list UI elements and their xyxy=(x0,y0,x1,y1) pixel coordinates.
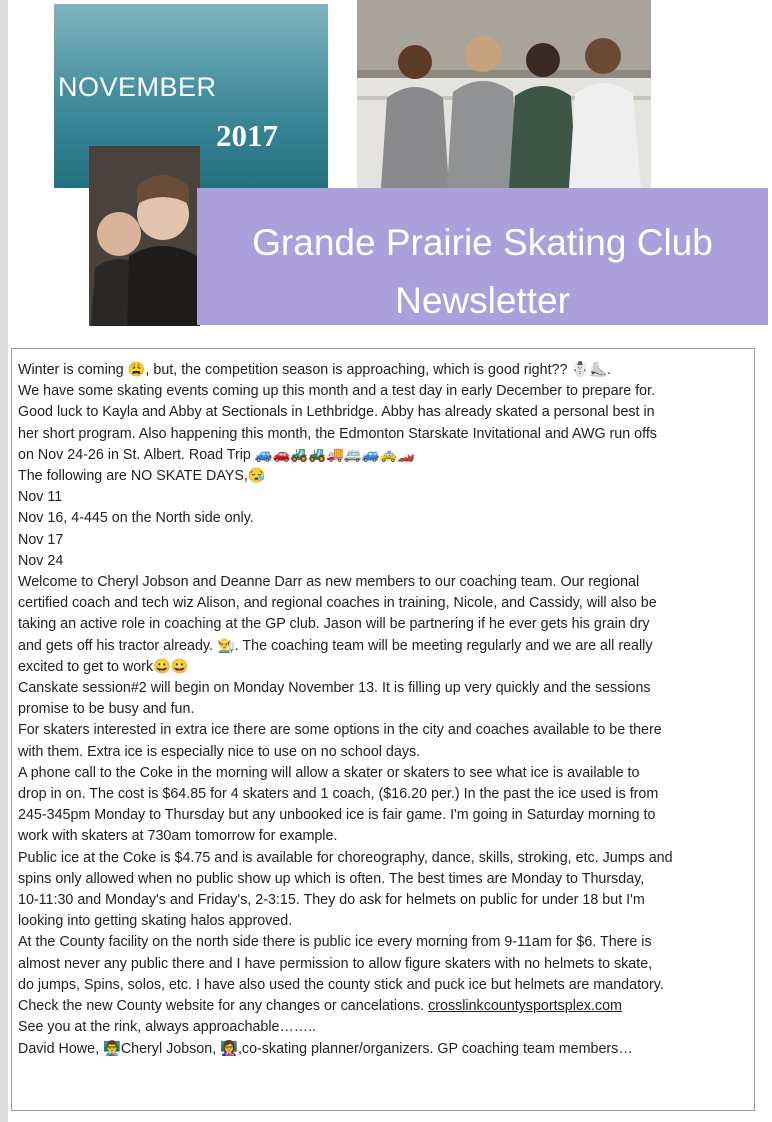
body-line: Welcome to Cheryl Jobson and Deanne Darr as new members to our coaching team. Our regional xyxy=(18,574,640,591)
body-line: A phone call to the Coke in the morning will allow a skater or skaters to see what ice is available to xyxy=(18,764,640,781)
body-line: looking into getting skating halos approved. xyxy=(18,913,293,930)
body-line: promise to be busy and fun. xyxy=(18,701,195,718)
body-line: on Nov 24-26 in St. Albert. Road Trip 🚙🚗🚜🚜🚚🚐🚙🚕🏎️ xyxy=(18,446,416,463)
body-line: taking an active role in coaching at the GP club. Jason will be partnering if he ever gets his grain dry xyxy=(18,616,650,633)
body-line: and gets off his tractor already. 👨‍🌾. The coaching team will be meeting regularly and we are all really xyxy=(18,637,653,654)
body-line: Nov 17 xyxy=(18,531,64,548)
body-line: David Howe, 👨‍🏫Cheryl Jobson, 👩‍🏫,co-skating planner/organizers. GP coaching team members… xyxy=(18,1040,633,1057)
body-line: excited to get to work😀😀 xyxy=(18,658,189,675)
body-line: certified coach and tech wiz Alison, and regional coaches in training, Nicole, and Cassidy, will also be xyxy=(18,595,657,612)
body-line: do jumps, Spins, solos, etc. I have also used the county stick and puck ice but helmets are mandatory. xyxy=(18,976,664,993)
body-line: Public ice at the Coke is $4.75 and is available for choreography, dance, skills, stroking, etc. Jumps and xyxy=(18,849,673,866)
month-label: NOVEMBER xyxy=(58,72,217,102)
body-line: At the County facility on the north side there is public ice every morning from 9-11am for $6. There is xyxy=(18,934,652,951)
body-line: The following are NO SKATE DAYS,😪 xyxy=(18,468,266,485)
body-line: Winter is coming 😩, but, the competition season is approaching, which is good right?? ☃️⛸️. xyxy=(18,362,611,378)
body-line: Nov 16, 4-445 on the North side only. xyxy=(18,510,254,527)
left-margin-strip xyxy=(0,0,8,1122)
body-line: with them. Extra ice is especially nice to use on no school days. xyxy=(18,743,421,760)
body-line: See you at the rink, always approachable…….. xyxy=(18,1019,317,1036)
skaters-photo xyxy=(89,146,200,326)
body-line-text: Check the new County website for any changes or cancelations. xyxy=(18,998,429,1015)
title-banner xyxy=(197,188,768,325)
body-line: spins only allowed when no public show up which is often. The best times are Monday to Thursday, xyxy=(18,870,645,887)
body-line: drop in on. The cost is $64.85 for 4 skaters and 1 coach, ($16.20 per.) In the past the ice used is from xyxy=(18,786,659,803)
body-line: For skaters interested in extra ice there are some options in the city and coaches available to be there xyxy=(18,722,662,739)
newsletter-subtitle: Newsletter xyxy=(395,280,570,321)
body-line: her short program. Also happening this month, the Edmonton Starskate Invitational and AWG run offs xyxy=(18,425,657,442)
body-line: 245-345pm Monday to Thursday but any unbooked ice is fair game. I'm going in Saturday morning to xyxy=(18,807,656,824)
body-line: Nov 11 xyxy=(18,489,63,506)
county-website-link[interactable]: crosslinkcountysportsplex.com xyxy=(428,998,622,1015)
body-line: almost never any public there and I have permission to allow figure skaters with no helmets to skate, xyxy=(18,955,653,972)
body-line: Canskate session#2 will begin on Monday November 13. It is filling up very quickly and the sessions xyxy=(18,680,651,697)
year-label: 2017 xyxy=(216,118,278,153)
body-line: Nov 24 xyxy=(18,552,64,569)
team-photo xyxy=(357,0,651,188)
body-line: We have some skating events coming up this month and a test day in early December to prepare for. xyxy=(18,383,656,400)
body-line: work with skaters at 730am tomorrow for example. xyxy=(18,828,338,845)
body-line: Good luck to Kayla and Abby at Sectionals in Lethbridge. Abby has already skated a personal best in xyxy=(18,404,655,421)
newsletter-title: Grande Prairie Skating Club xyxy=(252,222,713,263)
newsletter-body xyxy=(18,360,750,1060)
body-line: 10-11:30 and Monday's and Friday's, 2-3:15. They do ask for helmets on public for under 18 but I'm xyxy=(18,892,645,909)
body-line xyxy=(18,996,750,1017)
